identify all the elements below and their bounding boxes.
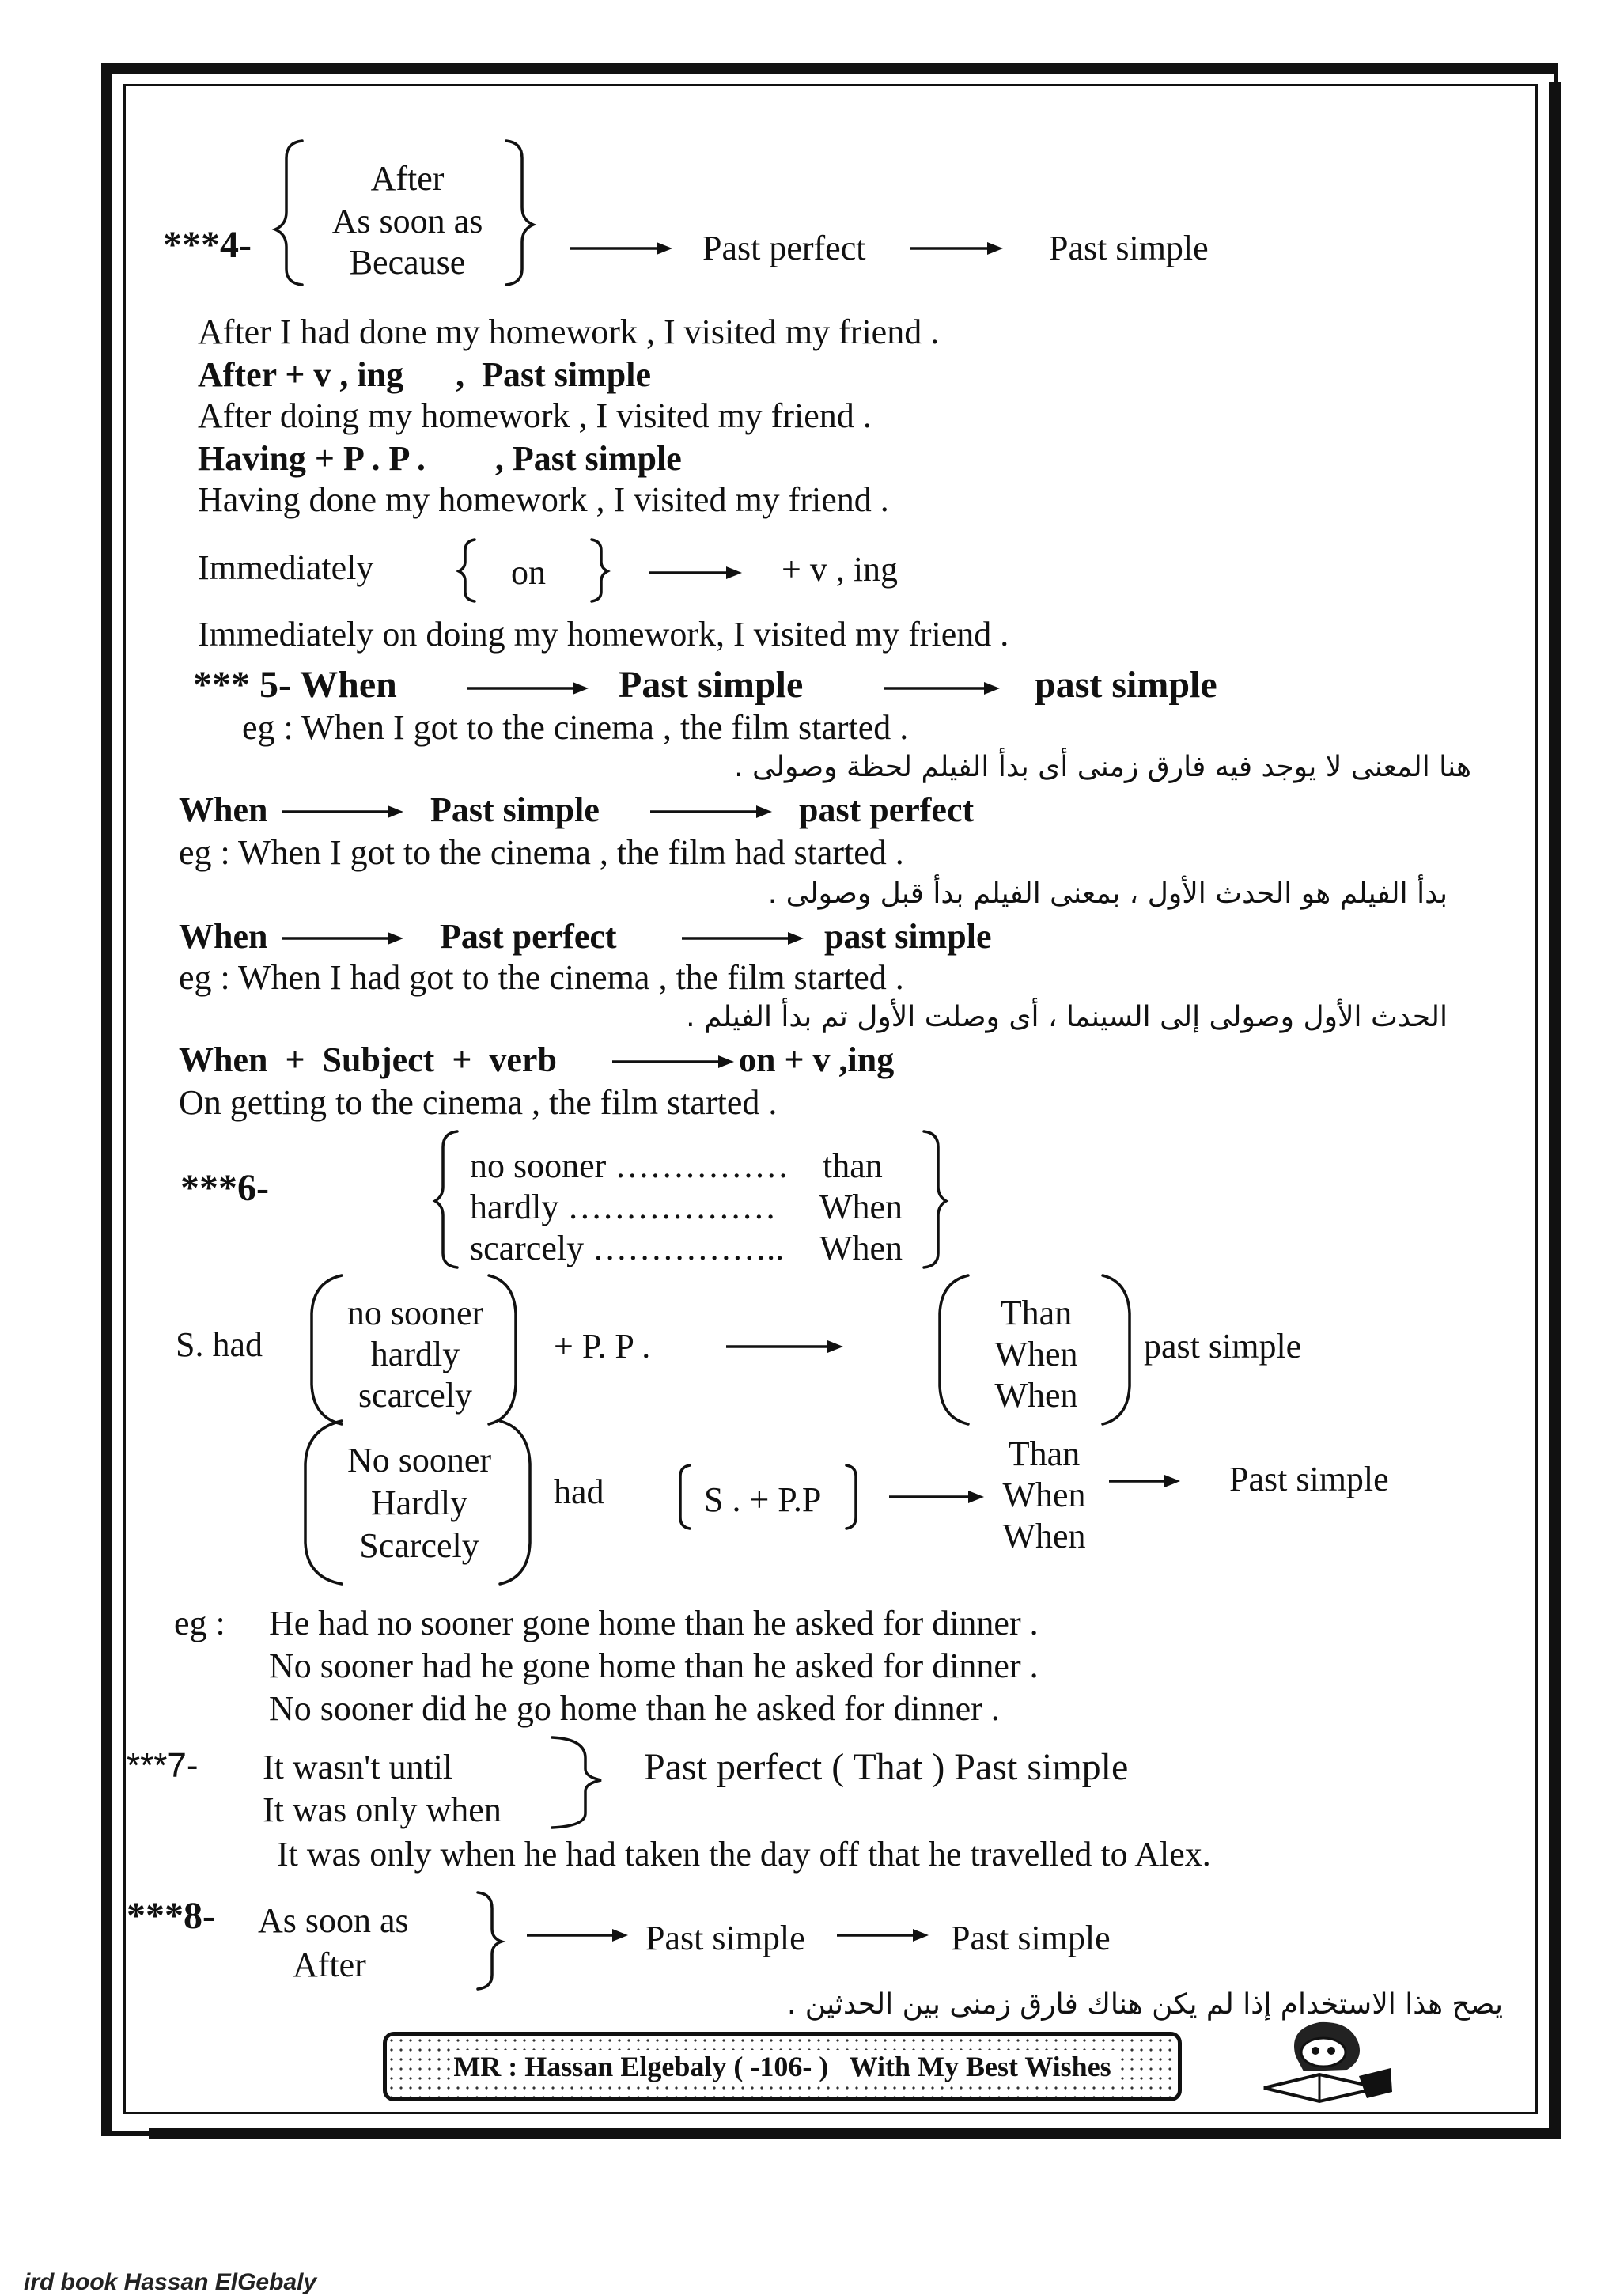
s6-example-3: No sooner did he go home than he asked for dinner .	[269, 1689, 1000, 1728]
s6-box1-item-2: hardly	[370, 1335, 460, 1373]
s5-rule-past-simple-3: Past simple	[430, 790, 600, 829]
s4-example-3: Having done my homework , I visited my friend .	[198, 480, 889, 519]
s5-rule-past-simple-2: past simple	[1035, 664, 1217, 706]
section-4-number: ***4-	[163, 224, 252, 266]
s4-rule-having-pp: Having + P . P . , Past simple	[198, 439, 682, 478]
s6-s-pp-label: S . + P.P	[704, 1480, 822, 1519]
s6-brace-left-2: hardly ………………	[470, 1188, 777, 1226]
s6-box4-item-2: When	[1002, 1476, 1086, 1514]
s6-example-2: No sooner had he gone home than he asked for dinner .	[269, 1646, 1039, 1685]
s6-box3-item-2: Hardly	[370, 1483, 468, 1522]
s5-rule-past-perfect-1: past perfect	[799, 790, 975, 829]
s6-brace-right-3: When	[819, 1229, 903, 1267]
s5-example-1: eg : When I got to the cinema , the film started .	[242, 708, 909, 747]
s5-rule-when-subject-verb: When + Subject + verb	[179, 1040, 557, 1079]
s5-rule-past-simple-4: past simple	[824, 917, 992, 956]
s8-line-2: After	[293, 1946, 366, 1984]
s6-box2-item-3: When	[994, 1376, 1078, 1415]
s6-s-had-label: S. had	[176, 1325, 263, 1364]
s7-line-1: It wasn't until	[263, 1748, 453, 1786]
s8-line-1: As soon as	[258, 1901, 409, 1940]
s6-box4-item-1: Than	[1008, 1434, 1081, 1473]
s6-box3-item-3: Scarcely	[359, 1526, 479, 1565]
section-8-number: ***8-	[127, 1895, 215, 1937]
s8-rule-past-simple-2: Past simple	[951, 1919, 1111, 1957]
page-frame-shadow-bottom	[149, 2128, 1560, 2139]
s8-arabic-note: يصح هذا الاستخدام إذا لم يكن هناك فارق زمنى بين الحدثين .	[786, 1988, 1503, 2021]
s4-brace-item-2: As soon as	[331, 202, 483, 241]
footer-text: MR : Hassan Elgebaly ( -106- ) With My Best Wishes	[450, 2050, 1114, 2083]
s6-past-simple-2: Past simple	[1229, 1460, 1389, 1498]
s6-eg-label: eg :	[174, 1604, 225, 1642]
s5-when-2: When	[179, 790, 268, 829]
s5-rule-on-ving: on + v ,ing	[739, 1040, 895, 1079]
section-7-number: ***7-	[127, 1746, 199, 1785]
s7-example: It was only when he had taken the day off that he travelled to Alex.	[277, 1835, 1211, 1874]
s5-arabic-note-2: بدأ الفيلم هو الحدث الأول ، بمعنى الفيلم بدأ قبل وصولى .	[767, 877, 1448, 910]
s5-rule-past-perfect-2: Past perfect	[440, 917, 617, 956]
s5-example-3: eg : When I had got to the cinema , the film started .	[179, 958, 904, 997]
section-5-heading: *** 5- When	[193, 664, 397, 706]
s6-brace-right-1: than	[823, 1146, 883, 1185]
s4-ving-label: + v , ing	[782, 550, 899, 589]
s6-box3-item-1: No sooner	[346, 1441, 492, 1480]
s5-rule-past-simple-1: Past simple	[619, 664, 804, 706]
footer-signature-box	[383, 2032, 1182, 2101]
s5-arabic-note-1: هنا المعنى لا يوجد فيه فارق زمنى أى بدأ الفيلم لحظة وصولى .	[734, 751, 1471, 783]
s6-box2-item-2: When	[994, 1335, 1078, 1373]
s4-rule-past-simple: Past simple	[1049, 229, 1209, 267]
s6-had-label: had	[554, 1472, 604, 1511]
s6-past-simple-1: past simple	[1144, 1327, 1302, 1366]
s6-example-1: He had no sooner gone home than he asked for dinner .	[269, 1604, 1039, 1642]
s6-brace-left-3: scarcely ……………..	[470, 1229, 785, 1267]
s5-example-4: On getting to the cinema , the film started .	[179, 1083, 778, 1122]
s4-immediately-label: Immediately	[198, 548, 374, 587]
s4-example-1: After I had done my homework , I visited my friend .	[198, 313, 940, 351]
s4-brace-item-3: Because	[349, 243, 466, 282]
s7-line-2: It was only when	[263, 1790, 502, 1829]
s6-box1-item-1: no sooner	[346, 1294, 484, 1332]
s6-brace-left-1: no sooner ……………	[470, 1146, 789, 1185]
s7-rule: Past perfect ( That ) Past simple	[644, 1746, 1129, 1788]
s6-box1-item-3: scarcely	[358, 1376, 473, 1415]
page-frame-shadow-right	[1549, 82, 1561, 2139]
s5-arabic-note-3: الحدث الأول وصولى إلى السينما ، أى وصلت الأول تم بدأ الفيلم .	[686, 1001, 1448, 1033]
s8-rule-past-simple-1: Past simple	[645, 1919, 805, 1957]
s4-example-4: Immediately on doing my homework, I visited my friend .	[198, 615, 1009, 654]
section-6-number: ***6-	[180, 1167, 269, 1209]
s6-pp-label: + P. P .	[554, 1327, 651, 1366]
s6-box2-item-1: Than	[1000, 1294, 1073, 1332]
s5-when-3: When	[179, 917, 268, 956]
s4-example-2: After doing my homework , I visited my friend .	[198, 396, 872, 435]
cropped-footer-text: ird book Hassan ElGebaly	[24, 2269, 317, 2295]
s6-box4-item-3: When	[1002, 1517, 1086, 1555]
s4-on-label: on	[511, 553, 546, 592]
s4-rule-after-ving: After + v , ing , Past simple	[198, 355, 651, 394]
reading-mascot-icon	[1240, 2013, 1399, 2108]
s6-brace-right-2: When	[819, 1188, 903, 1226]
s5-example-2: eg : When I got to the cinema , the film had started .	[179, 833, 904, 872]
s4-brace-item-1: After	[370, 159, 445, 198]
s4-rule-past-perfect: Past perfect	[702, 229, 866, 267]
